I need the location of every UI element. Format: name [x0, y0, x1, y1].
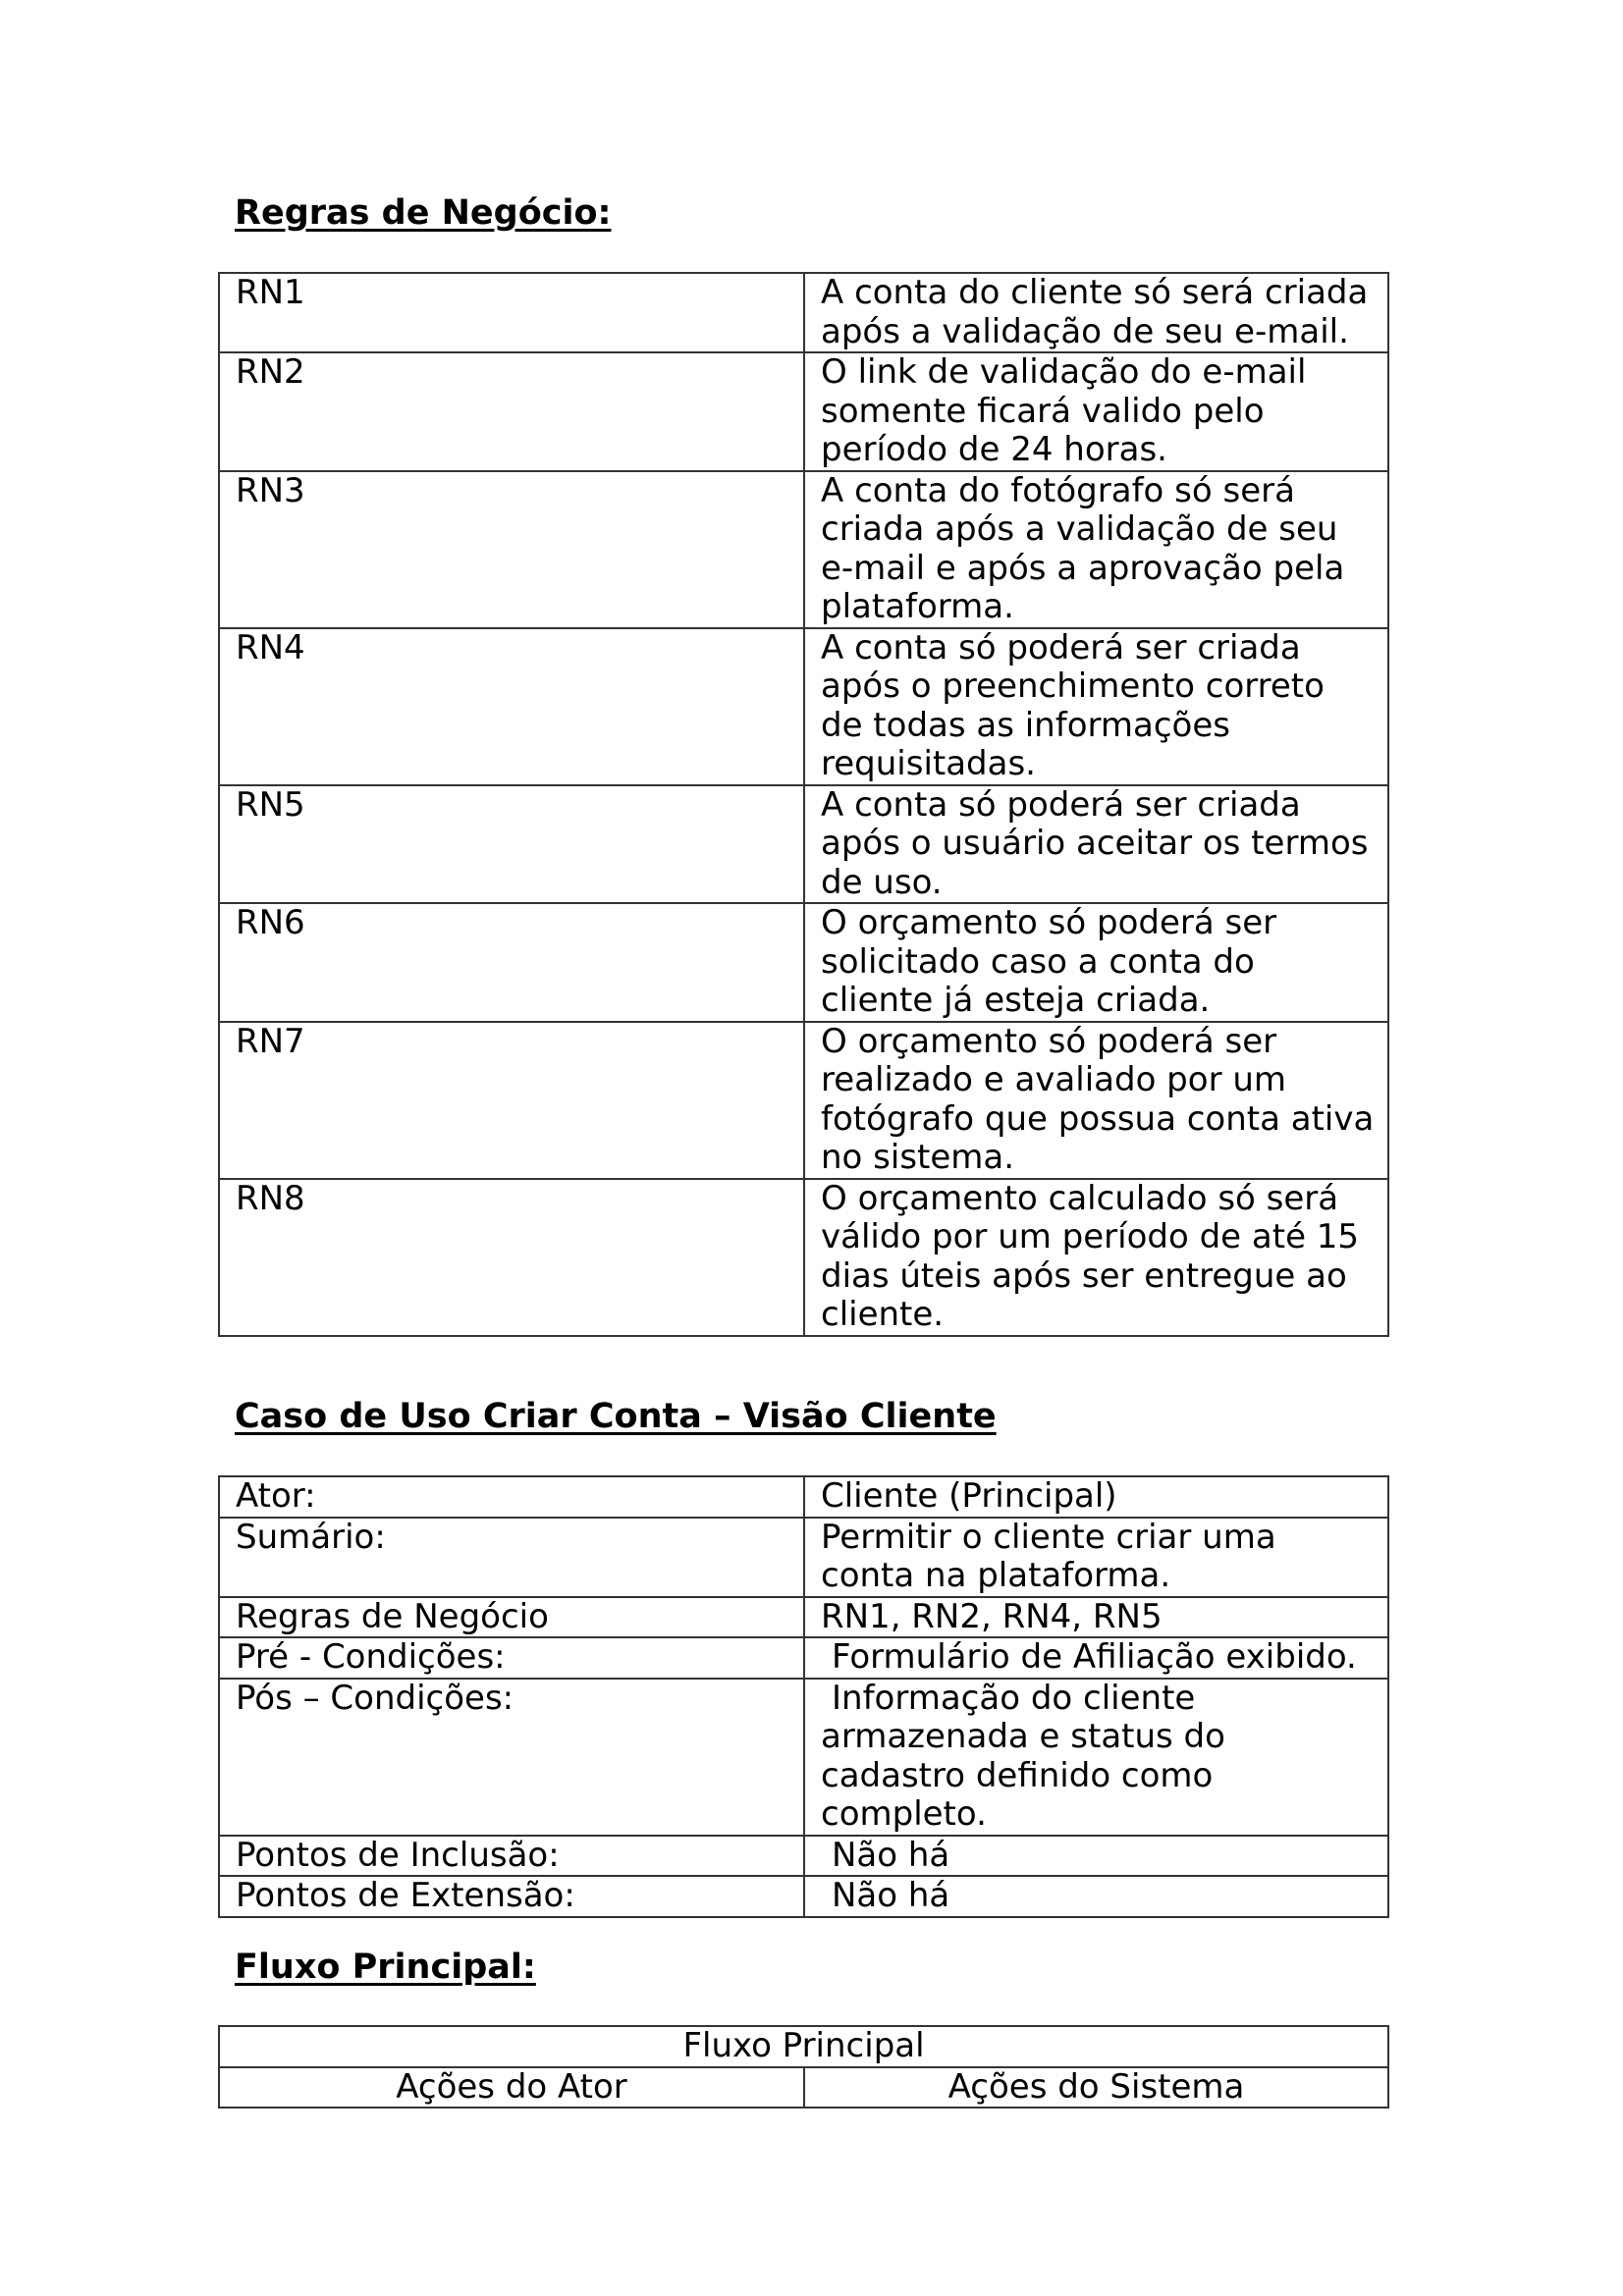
business-rules-table	[218, 272, 1389, 1337]
use-case-table	[218, 1475, 1389, 1918]
rule-text: A conta só poderá ser criada após o preenchimento correto de todas as informações requisitadas.	[804, 628, 1388, 785]
table-row	[219, 785, 1388, 904]
rule-text: O orçamento calculado só será válido por um período de até 15 dias úteis após ser entregue ao cliente.	[804, 1179, 1388, 1336]
table-row	[219, 471, 1388, 628]
table-row	[219, 2026, 1388, 2067]
use-case-heading: Caso de Uso Criar Conta – Visão Cliente	[235, 1397, 997, 1436]
field-value: Permitir o cliente criar uma conta na plataforma.	[804, 1518, 1388, 1597]
table-row	[219, 2067, 1388, 2109]
table-row	[219, 1597, 1388, 1638]
field-value	[804, 1679, 1388, 1836]
field-value-text: Não há	[832, 1876, 950, 1915]
field-label: Pós – Condições:	[219, 1679, 804, 1836]
rule-id: RN8	[219, 1179, 804, 1336]
field-label: Sumário:	[219, 1518, 804, 1597]
field-label: Ator:	[219, 1476, 804, 1518]
field-label: Pré - Condições:	[219, 1637, 804, 1679]
table-row	[219, 1022, 1388, 1179]
table-row	[219, 1518, 1388, 1597]
system-actions-header: Ações do Sistema	[804, 2067, 1388, 2109]
rule-id: RN5	[219, 785, 804, 904]
rule-id: RN6	[219, 903, 804, 1022]
field-value-text: Formulário de Afiliação exibido.	[832, 1637, 1357, 1677]
table-row	[219, 1876, 1388, 1917]
rule-id: RN7	[219, 1022, 804, 1179]
table-row	[219, 1679, 1388, 1836]
rule-id: RN4	[219, 628, 804, 785]
flow-table-title: Fluxo Principal	[219, 2026, 1388, 2067]
field-label: Pontos de Inclusão:	[219, 1836, 804, 1877]
actor-actions-header: Ações do Ator	[219, 2067, 804, 2109]
field-label: Regras de Negócio	[219, 1597, 804, 1638]
rule-text: O link de validação do e-mail somente ficará valido pelo período de 24 horas.	[804, 352, 1388, 471]
field-value-text: Informação do cliente armazenada e status do cadastro definido como completo.	[821, 1678, 1225, 1834]
main-flow-table	[218, 2025, 1389, 2109]
table-row	[219, 628, 1388, 785]
rule-text: O orçamento só poderá ser solicitado caso a conta do cliente já esteja criada.	[804, 903, 1388, 1022]
field-value	[804, 1876, 1388, 1917]
rule-text: A conta do fotógrafo só será criada após a validação de seu e-mail e após a aprovação pela plataforma.	[804, 471, 1388, 628]
main-flow-heading: Fluxo Principal:	[235, 1948, 536, 1987]
rule-text: A conta do cliente só será criada após a validação de seu e-mail.	[804, 273, 1388, 352]
field-value	[804, 1836, 1388, 1877]
rule-id: RN3	[219, 471, 804, 628]
field-label: Pontos de Extensão:	[219, 1876, 804, 1917]
table-row	[219, 1836, 1388, 1877]
table-row	[219, 1476, 1388, 1518]
rule-id: RN1	[219, 273, 804, 352]
table-row	[219, 273, 1388, 352]
rule-text: O orçamento só poderá ser realizado e avaliado por um fotógrafo que possua conta ativa no sistema.	[804, 1022, 1388, 1179]
field-value-text: Não há	[832, 1835, 950, 1875]
table-row	[219, 352, 1388, 471]
business-rules-heading: Regras de Negócio:	[235, 193, 612, 233]
field-value	[804, 1637, 1388, 1679]
field-value: RN1, RN2, RN4, RN5	[804, 1597, 1388, 1638]
table-row	[219, 903, 1388, 1022]
field-value: Cliente (Principal)	[804, 1476, 1388, 1518]
rule-id: RN2	[219, 352, 804, 471]
rule-text: A conta só poderá ser criada após o usuário aceitar os termos de uso.	[804, 785, 1388, 904]
table-row	[219, 1637, 1388, 1679]
table-row	[219, 1179, 1388, 1336]
